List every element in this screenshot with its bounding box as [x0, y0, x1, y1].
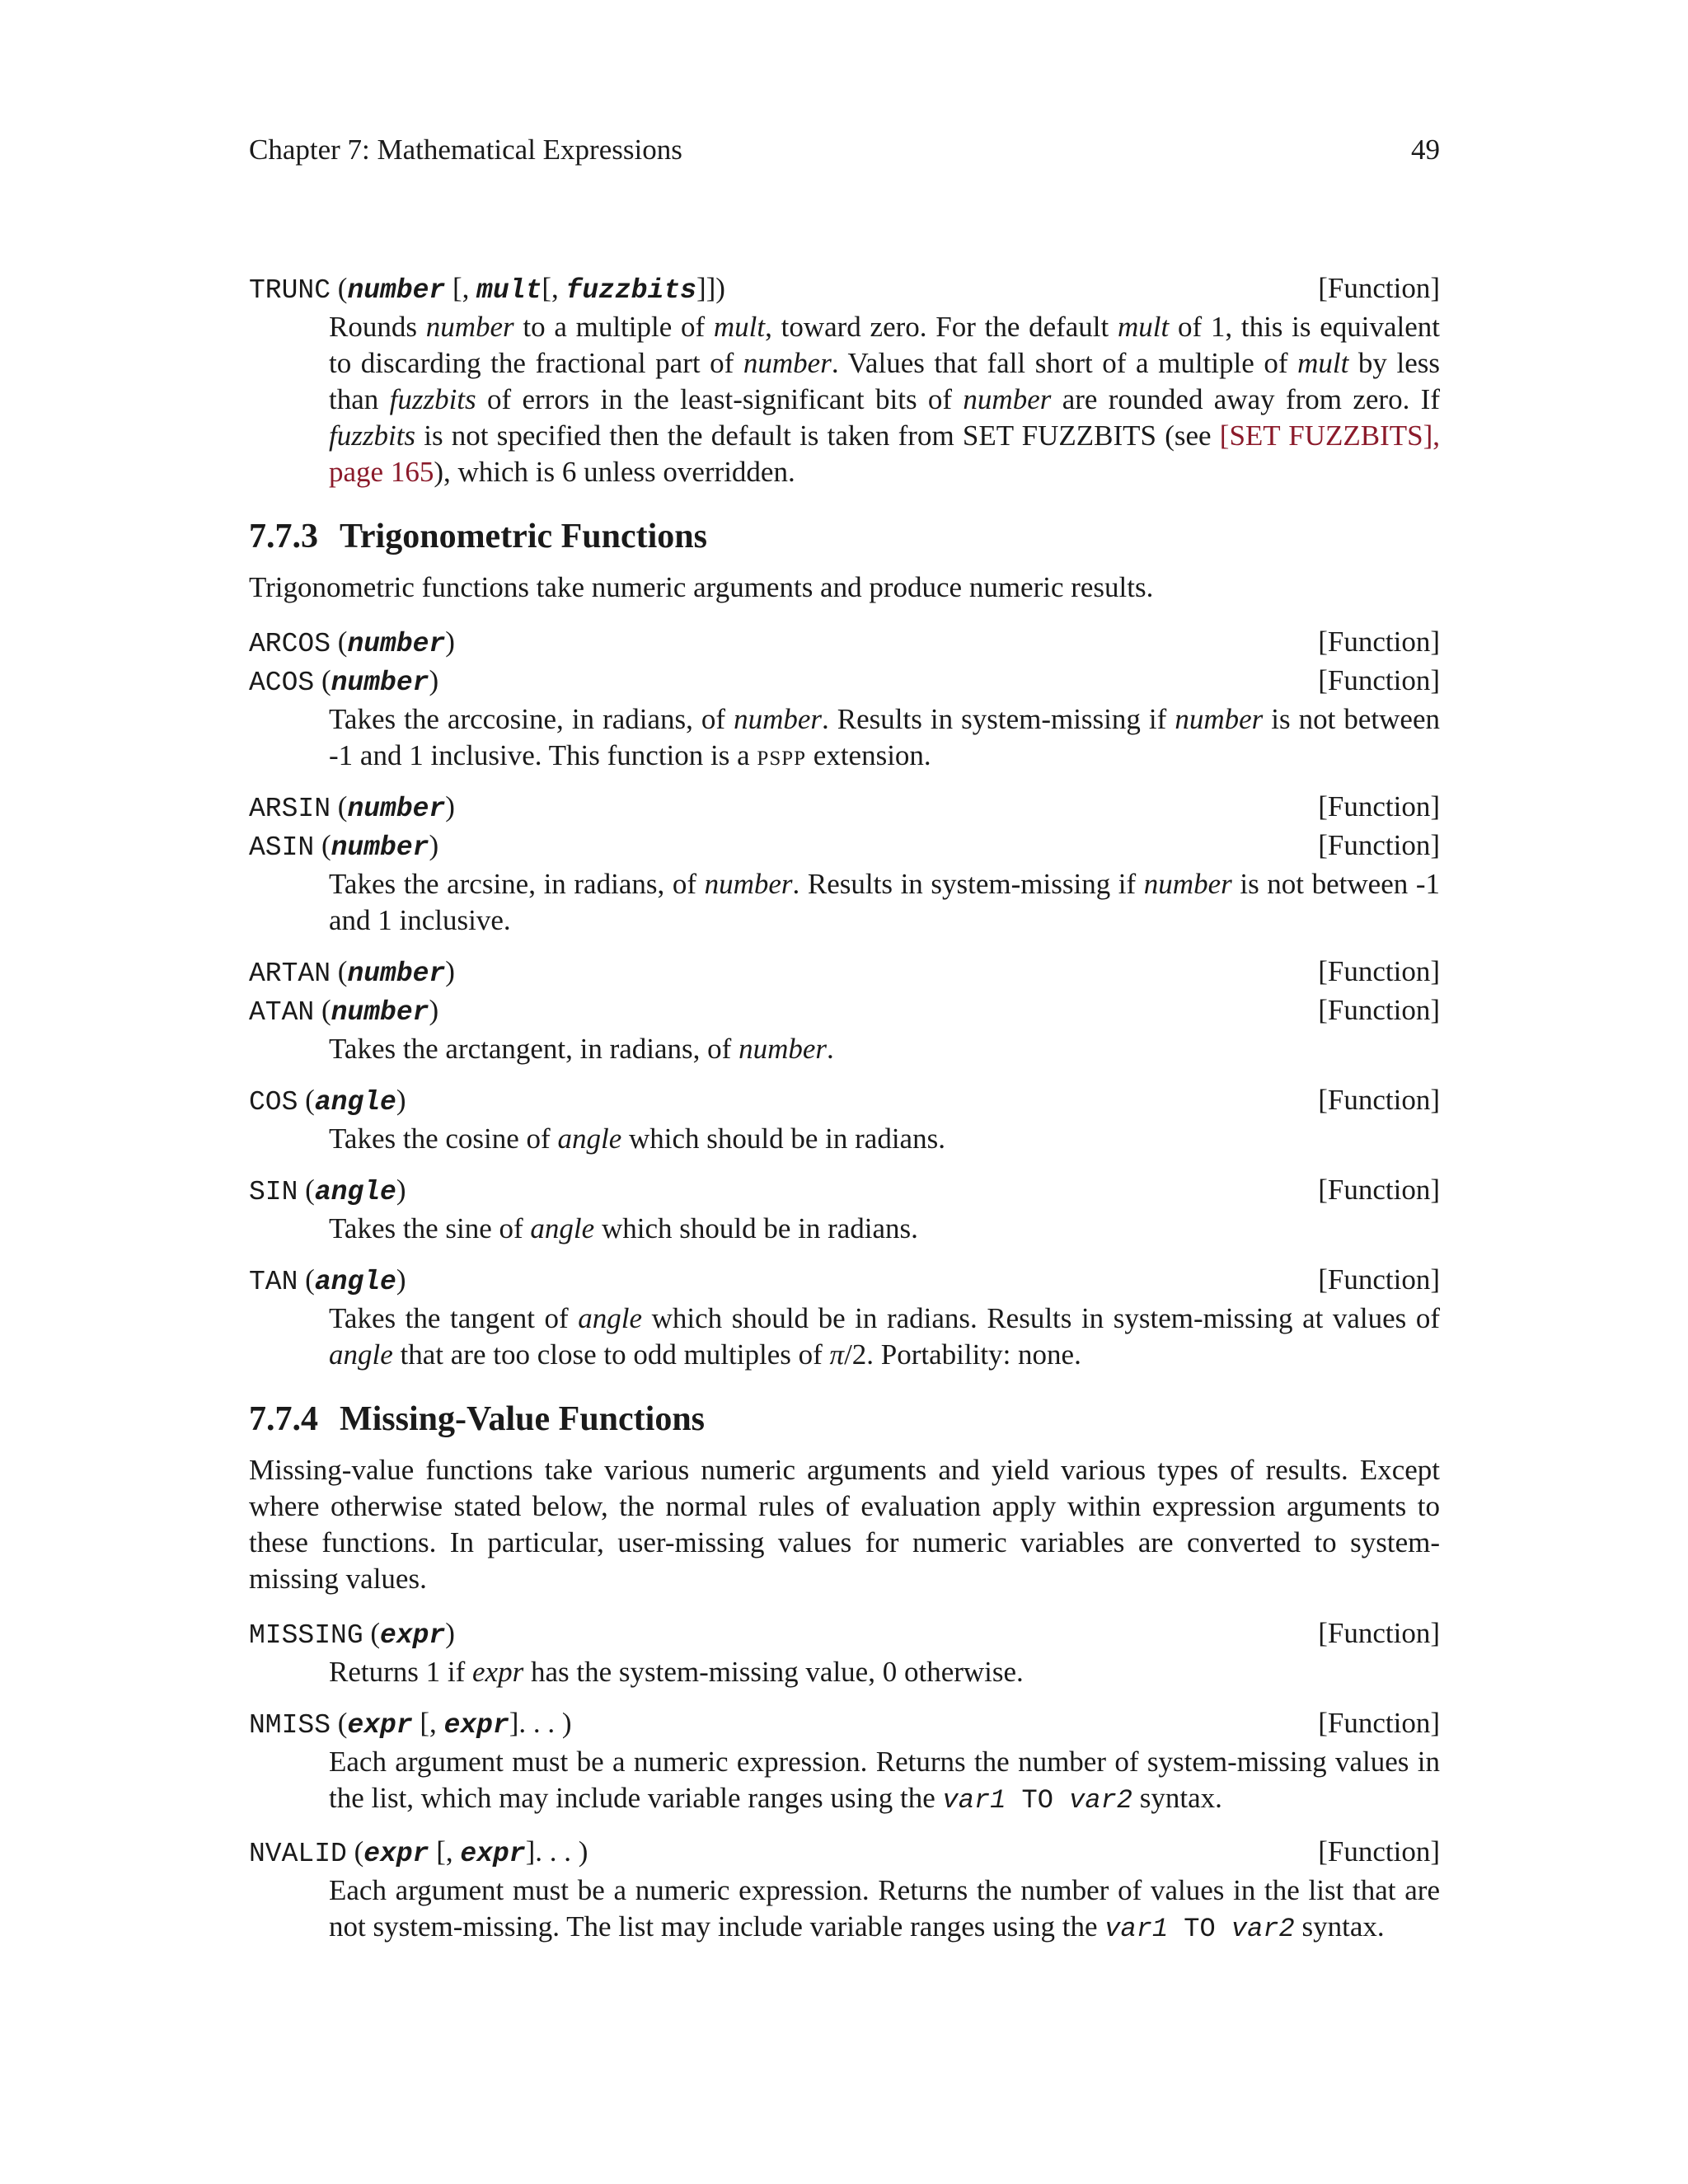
close-paren: ]. . . )	[525, 1835, 588, 1868]
argument: expr	[460, 1839, 526, 1869]
description-segment: which should be in radians. Results in system-missing at values of	[642, 1302, 1441, 1334]
close-paren: )	[429, 829, 439, 861]
signature-text	[249, 992, 438, 1031]
section-heading	[249, 515, 1440, 558]
function-name: TAN	[249, 1267, 298, 1297]
open-paren: (	[314, 994, 331, 1026]
description-segment: of errors in the least-significant bits of	[476, 383, 964, 415]
function-description	[329, 1121, 1440, 1157]
function-signature	[249, 1262, 1440, 1301]
signature-text	[249, 1705, 572, 1744]
description-segment: syntax.	[1132, 1782, 1222, 1814]
category-label: [Function]	[1318, 272, 1440, 304]
signature-text	[249, 1262, 406, 1301]
page-body	[249, 270, 1440, 1962]
description-segment: number	[738, 1033, 828, 1065]
description-segment: mult	[713, 311, 766, 343]
argument: angle	[314, 1087, 396, 1118]
function-description	[329, 1031, 1440, 1067]
open-paren: (	[298, 1174, 315, 1206]
description-segment: TO	[1006, 1785, 1070, 1816]
description-segment: number	[1143, 868, 1232, 900]
function-signature	[249, 663, 1440, 701]
description-segment: are rounded away from zero. If	[1051, 383, 1440, 415]
function-signature	[249, 992, 1440, 1031]
category-label: [Function]	[1318, 790, 1440, 823]
category-label: [Function]	[1318, 1263, 1440, 1296]
argument: number	[347, 794, 446, 824]
function-signature	[249, 270, 1440, 309]
open-paren: (	[331, 955, 348, 987]
argument: expr	[347, 1710, 413, 1741]
description-segment: has the system-missing value, 0 otherwise.	[523, 1656, 1024, 1688]
argument: number	[347, 629, 446, 659]
close-paren: )	[445, 790, 455, 823]
close-paren: ]])	[696, 272, 725, 304]
description-segment: Takes the cosine of	[329, 1122, 558, 1155]
description-segment: by less than	[329, 347, 1440, 415]
signature-text	[249, 663, 438, 701]
description-segment: ), which is 6 unless overridden.	[434, 456, 795, 488]
description-segment: . Results in system-missing if	[822, 703, 1175, 735]
function-name: COS	[249, 1087, 298, 1118]
close-paren: )	[396, 1174, 406, 1206]
description-segment: angle	[578, 1302, 643, 1334]
description-segment: number	[704, 868, 793, 900]
function-missing	[249, 1615, 1440, 1690]
section-heading	[249, 1398, 1440, 1441]
open-paren: (	[331, 790, 348, 823]
description-segment: angle	[329, 1338, 393, 1371]
description-segment: that are too close to odd multiples of	[392, 1338, 830, 1371]
open-paren: (	[346, 1835, 364, 1868]
function-asin	[249, 789, 1440, 939]
signature-text	[249, 624, 455, 663]
category-label: [Function]	[1318, 955, 1440, 987]
chapter-title: Chapter 7: Mathematical Expressions	[249, 134, 682, 166]
argument: angle	[314, 1267, 396, 1297]
open-paren: (	[363, 1617, 381, 1649]
function-signature	[249, 624, 1440, 663]
function-name: NMISS	[249, 1710, 331, 1741]
separator: [,	[542, 272, 566, 304]
open-paren: (	[331, 1707, 348, 1739]
function-description	[329, 1744, 1440, 1819]
description-segment: var2	[1231, 1914, 1295, 1944]
function-nmiss	[249, 1705, 1440, 1819]
category-label: [Function]	[1318, 1835, 1440, 1868]
argument: expr	[443, 1710, 509, 1741]
separator: [,	[412, 1707, 444, 1739]
function-name: NVALID	[249, 1839, 347, 1869]
category-label: [Function]	[1318, 1707, 1440, 1739]
close-paren: )	[396, 1084, 406, 1116]
description-segment: . Values that fall short of a multiple of	[831, 347, 1298, 379]
description-segment: Each argument must be a numeric expression. Returns the number of system-missing values in the list, which may include variable ranges using the	[329, 1746, 1440, 1814]
section-title: Trigonometric Functions	[340, 518, 708, 555]
category-label: [Function]	[1318, 994, 1440, 1026]
separator: [,	[445, 272, 477, 304]
signature-text	[249, 1834, 588, 1872]
cross-reference-link[interactable]: [SET FUZZBITS], page 165	[329, 419, 1441, 488]
description-segment: number	[1175, 703, 1264, 735]
description-segment: mult	[1118, 311, 1170, 343]
page-number: 49	[1411, 134, 1440, 166]
description-segment: . Results in system-missing if	[792, 868, 1144, 900]
function-name: ACOS	[249, 668, 315, 698]
signature-text	[249, 789, 455, 827]
function-description	[329, 1654, 1440, 1690]
function-name: ARSIN	[249, 794, 331, 824]
function-signature	[249, 1705, 1440, 1744]
open-paren: (	[298, 1084, 315, 1116]
argument: fuzzbits	[565, 275, 696, 306]
description-segment: which should be in radians.	[621, 1122, 945, 1155]
description-segment: Takes the arctangent, in radians, of	[329, 1033, 739, 1065]
argument: angle	[314, 1177, 396, 1207]
description-segment: Takes the sine of	[329, 1212, 531, 1244]
description-segment: to a multiple of	[513, 311, 714, 343]
function-signature	[249, 954, 1440, 992]
category-label: [Function]	[1318, 1084, 1440, 1116]
function-sin	[249, 1172, 1440, 1247]
section-number: 7.7.4	[249, 1400, 318, 1438]
description-segment: angle	[530, 1212, 595, 1244]
function-signature	[249, 789, 1440, 827]
running-header	[249, 132, 1440, 168]
signature-text	[249, 1172, 406, 1211]
function-signature	[249, 1834, 1440, 1872]
category-label: [Function]	[1318, 664, 1440, 696]
signature-text	[249, 827, 438, 866]
function-description	[329, 1301, 1440, 1373]
function-signature	[249, 827, 1440, 866]
function-description	[329, 1872, 1440, 1947]
function-signature	[249, 1082, 1440, 1121]
function-signature	[249, 1172, 1440, 1211]
function-atan	[249, 954, 1440, 1067]
description-segment: Each argument must be a numeric expression. Returns the number of values in the list that are not system-missing. The list may include variable ranges using the	[329, 1874, 1440, 1943]
close-paren: )	[429, 994, 439, 1026]
argument: expr	[380, 1620, 446, 1651]
description-segment: number	[963, 383, 1052, 415]
function-name: MISSING	[249, 1620, 363, 1651]
signature-text	[249, 1615, 455, 1654]
description-segment: is not between -1 and 1 inclusive.	[329, 868, 1440, 936]
description-segment: of 1, this is equivalent to discarding the fractional part of	[329, 311, 1440, 379]
description-segment: extension.	[806, 739, 931, 771]
description-segment: var2	[1069, 1785, 1132, 1816]
argument: number	[331, 832, 429, 863]
description-segment: syntax.	[1294, 1910, 1385, 1943]
description-segment: number	[734, 703, 823, 735]
argument: expr	[363, 1839, 429, 1869]
section-number: 7.7.3	[249, 518, 318, 555]
description-segment: Takes the arccosine, in radians, of	[329, 703, 734, 735]
description-segment: Rounds	[329, 311, 426, 343]
description-segment: TO	[1168, 1914, 1231, 1944]
description-segment: is not between -1 and 1 inclusive. This function is a	[329, 703, 1440, 771]
open-paren: (	[337, 272, 348, 304]
argument: number	[347, 958, 446, 989]
category-label: [Function]	[1318, 1174, 1440, 1206]
open-paren: (	[314, 664, 331, 696]
function-name: SIN	[249, 1177, 298, 1207]
description-segment: , toward zero. For the default	[765, 311, 1118, 343]
description-segment: Returns 1 if	[329, 1656, 473, 1688]
open-paren: (	[298, 1263, 315, 1296]
category-label: [Function]	[1318, 829, 1440, 861]
function-name: ARCOS	[249, 629, 331, 659]
separator: [,	[429, 1835, 461, 1868]
description-segment: .	[827, 1033, 834, 1065]
section-intro: Missing-value functions take various numeric arguments and yield various types of results. Except where otherwise stated below, the normal rules of evaluation apply within expression arguments to these functions. In particular, user-missing values for numeric variables are converted to system-missing values.	[249, 1454, 1440, 1595]
description-segment: fuzzbits	[329, 419, 416, 452]
category-label: [Function]	[1318, 626, 1440, 658]
signature-text	[249, 270, 725, 309]
function-trunc	[249, 270, 1440, 490]
description-segment: is not specified then the default is taken from SET FUZZBITS (see	[415, 419, 1220, 452]
description-segment: number	[425, 311, 514, 343]
category-label: [Function]	[1318, 1617, 1440, 1649]
open-paren: (	[331, 626, 348, 658]
function-description	[329, 1211, 1440, 1247]
function-acos	[249, 624, 1440, 774]
argument: number	[331, 668, 429, 698]
signature-text	[249, 954, 455, 992]
description-segment: angle	[557, 1122, 622, 1155]
function-signature	[249, 1615, 1440, 1654]
description-segment: Takes the tangent of	[329, 1302, 579, 1334]
description-segment: which should be in radians.	[594, 1212, 918, 1244]
close-paren: )	[445, 1617, 455, 1649]
open-paren: (	[314, 829, 331, 861]
description-segment: var1	[1104, 1914, 1169, 1944]
function-name: ASIN	[249, 832, 315, 863]
description-segment: fuzzbits	[389, 383, 476, 415]
argument: number	[331, 997, 429, 1028]
description-segment: /2. Portability: none.	[844, 1338, 1081, 1371]
close-paren: )	[429, 664, 439, 696]
description-segment: π	[829, 1338, 845, 1371]
function-description	[329, 866, 1440, 939]
close-paren: ]. . . )	[509, 1707, 572, 1739]
description-segment: pspp	[757, 739, 807, 771]
argument: number	[347, 275, 446, 306]
function-name: ATAN	[249, 997, 315, 1028]
function-nvalid	[249, 1834, 1440, 1947]
close-paren: )	[445, 955, 455, 987]
function-cos	[249, 1082, 1440, 1157]
description-segment: number	[743, 347, 832, 379]
section-intro: Trigonometric functions take numeric arguments and produce numeric results.	[249, 571, 1154, 603]
function-tan	[249, 1262, 1440, 1373]
description-segment: mult	[1297, 347, 1349, 379]
description-segment: expr	[472, 1656, 524, 1688]
function-description	[329, 701, 1440, 774]
description-segment: var1	[942, 1785, 1006, 1816]
section-title: Missing-Value Functions	[340, 1400, 706, 1438]
close-paren: )	[445, 626, 455, 658]
description-segment: Takes the arcsine, in radians, of	[329, 868, 705, 900]
function-name: TRUNC	[249, 275, 331, 306]
close-paren: )	[396, 1263, 406, 1296]
function-name: ARTAN	[249, 958, 331, 989]
signature-text	[249, 1082, 406, 1121]
function-description	[329, 309, 1440, 490]
argument: mult	[476, 275, 542, 306]
